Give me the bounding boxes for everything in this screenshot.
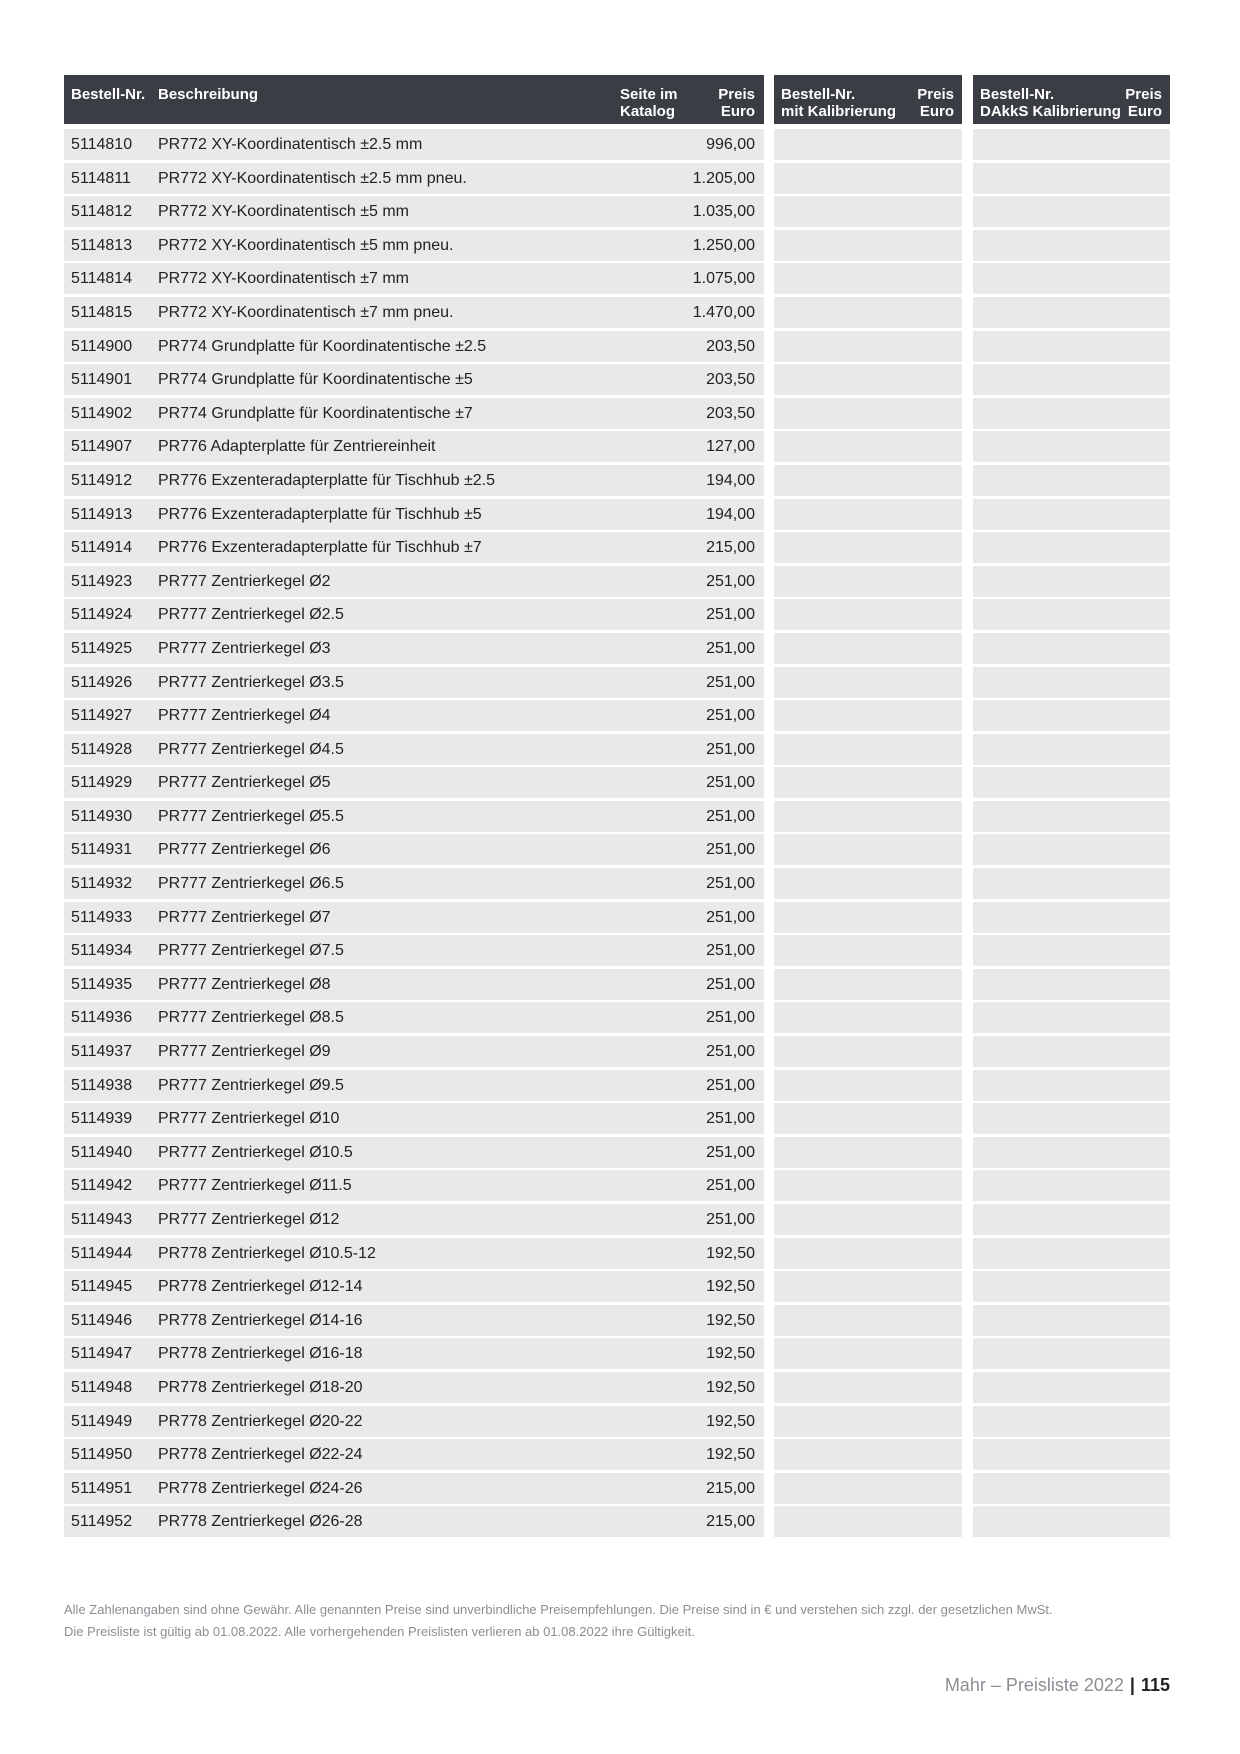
main-table-rows bbox=[64, 129, 764, 1537]
order-number: 5114907 bbox=[71, 438, 133, 456]
table-row bbox=[64, 767, 764, 798]
dakks-table-header bbox=[973, 75, 1170, 124]
dakks-row bbox=[973, 1137, 1170, 1168]
calibration-row bbox=[774, 734, 962, 765]
calibration-row bbox=[774, 566, 962, 597]
main-price-table bbox=[64, 75, 764, 1540]
item-description: PR777 Zentrierkegel Ø3 bbox=[158, 639, 331, 657]
calibration-row bbox=[774, 902, 962, 933]
order-number: 5114944 bbox=[71, 1244, 133, 1262]
table-row bbox=[64, 1238, 764, 1269]
dakks-row bbox=[973, 297, 1170, 328]
order-number: 5114925 bbox=[71, 639, 133, 657]
dakks-row bbox=[973, 1506, 1170, 1537]
calibration-row bbox=[774, 398, 962, 429]
item-description: PR777 Zentrierkegel Ø2 bbox=[158, 572, 331, 590]
table-row bbox=[64, 1070, 764, 1101]
order-number: 5114935 bbox=[71, 975, 133, 993]
item-price: 251,00 bbox=[706, 740, 755, 758]
table-row bbox=[64, 1439, 764, 1470]
table-row bbox=[64, 868, 764, 899]
table-row bbox=[64, 1271, 764, 1302]
item-price: 251,00 bbox=[706, 707, 755, 725]
calibration-row bbox=[774, 1002, 962, 1033]
item-description: PR777 Zentrierkegel Ø10.5 bbox=[158, 1143, 353, 1161]
calibration-row bbox=[774, 1305, 962, 1336]
order-number: 5114815 bbox=[71, 303, 133, 321]
table-row bbox=[64, 935, 764, 966]
order-number: 5114930 bbox=[71, 807, 133, 825]
table-row bbox=[64, 532, 764, 563]
dakks-row bbox=[973, 700, 1170, 731]
main-table-header bbox=[64, 75, 764, 124]
order-number: 5114948 bbox=[71, 1378, 133, 1396]
calibration-row bbox=[774, 1372, 962, 1403]
item-price: 192,50 bbox=[706, 1244, 755, 1262]
dakks-row bbox=[973, 196, 1170, 227]
item-price: 192,50 bbox=[706, 1446, 755, 1464]
dakks-row bbox=[973, 129, 1170, 160]
item-price: 251,00 bbox=[706, 908, 755, 926]
dakks-row bbox=[973, 1238, 1170, 1269]
table-row bbox=[64, 331, 764, 362]
item-price: 1.250,00 bbox=[692, 236, 755, 254]
calibration-row bbox=[774, 230, 962, 261]
table-row bbox=[64, 834, 764, 865]
item-price: 251,00 bbox=[706, 606, 755, 624]
order-number: 5114913 bbox=[71, 505, 133, 523]
item-description: PR777 Zentrierkegel Ø12 bbox=[158, 1211, 340, 1228]
order-number: 5114951 bbox=[71, 1479, 133, 1497]
table-row bbox=[64, 633, 764, 664]
table-row bbox=[64, 599, 764, 630]
header-bestell-nr-kalibrierung: Bestell-Nr. mit Kalibrierung bbox=[781, 86, 897, 120]
dakks-row bbox=[973, 364, 1170, 395]
footer-separator: | bbox=[1129, 1675, 1135, 1695]
calibration-row bbox=[774, 969, 962, 1000]
item-description: PR772 XY-Koordinatentisch ±7 mm bbox=[158, 270, 409, 288]
item-price: 215,00 bbox=[706, 1513, 755, 1531]
table-row bbox=[64, 667, 764, 698]
table-row bbox=[64, 1103, 764, 1134]
item-price: 1.035,00 bbox=[692, 203, 755, 221]
order-number: 5114900 bbox=[71, 337, 133, 355]
calibration-row bbox=[774, 465, 962, 496]
dakks-row bbox=[973, 465, 1170, 496]
calibration-row bbox=[774, 1271, 962, 1302]
order-number: 5114928 bbox=[71, 740, 133, 758]
calibration-row bbox=[774, 767, 962, 798]
order-number: 5114936 bbox=[71, 1009, 133, 1027]
item-description: PR774 Grundplatte für Koordinatentische ±5 bbox=[158, 371, 473, 389]
dakks-row bbox=[973, 801, 1170, 832]
dakks-row bbox=[973, 1070, 1170, 1101]
item-price: 1.205,00 bbox=[692, 169, 755, 187]
calibration-row bbox=[774, 364, 962, 395]
item-description: PR776 Adapterplatte für Zentriereinheit bbox=[158, 438, 436, 456]
price-tables bbox=[64, 75, 1170, 1536]
item-description: PR778 Zentrierkegel Ø24-26 bbox=[158, 1479, 363, 1497]
item-description: PR778 Zentrierkegel Ø14-16 bbox=[158, 1311, 363, 1329]
item-price: 251,00 bbox=[706, 975, 755, 993]
dakks-row bbox=[973, 1338, 1170, 1369]
item-description: PR777 Zentrierkegel Ø8 bbox=[158, 975, 331, 993]
item-price: 203,50 bbox=[706, 337, 755, 355]
item-description: PR777 Zentrierkegel Ø4 bbox=[158, 707, 331, 725]
footer-title: Mahr – Preisliste 2022 bbox=[944, 1675, 1124, 1695]
item-description: PR777 Zentrierkegel Ø9 bbox=[158, 1043, 331, 1061]
item-description: PR777 Zentrierkegel Ø6 bbox=[158, 841, 331, 859]
calibration-row bbox=[774, 129, 962, 160]
calibration-table-header bbox=[774, 75, 962, 124]
order-number: 5114929 bbox=[71, 774, 133, 792]
item-price: 251,00 bbox=[706, 1211, 755, 1228]
item-description: PR774 Grundplatte für Koordinatentische ±7 bbox=[158, 404, 473, 422]
calibration-row bbox=[774, 532, 962, 563]
calibration-row bbox=[774, 263, 962, 294]
table-row bbox=[64, 297, 764, 328]
dakks-row bbox=[973, 599, 1170, 630]
calibration-row bbox=[774, 1406, 962, 1437]
dakks-row bbox=[973, 767, 1170, 798]
calibration-row bbox=[774, 1439, 962, 1470]
order-number: 5114814 bbox=[71, 270, 133, 288]
calibration-row bbox=[774, 868, 962, 899]
item-description: PR772 XY-Koordinatentisch ±2.5 mm pneu. bbox=[158, 169, 467, 187]
order-number: 5114812 bbox=[71, 203, 133, 221]
order-number: 5114947 bbox=[71, 1345, 133, 1363]
order-number: 5114912 bbox=[71, 471, 133, 489]
dakks-row bbox=[973, 902, 1170, 933]
item-description: PR777 Zentrierkegel Ø6.5 bbox=[158, 875, 344, 893]
order-number: 5114950 bbox=[71, 1446, 133, 1464]
calibration-row bbox=[774, 834, 962, 865]
item-price: 192,50 bbox=[706, 1278, 755, 1296]
dakks-row bbox=[973, 1439, 1170, 1470]
calibration-table-rows bbox=[774, 129, 962, 1537]
table-row bbox=[64, 1338, 764, 1369]
item-description: PR774 Grundplatte für Koordinatentische ±2.5 bbox=[158, 337, 487, 355]
dakks-row bbox=[973, 969, 1170, 1000]
table-row bbox=[64, 801, 764, 832]
order-number: 5114934 bbox=[71, 942, 133, 960]
item-description: PR777 Zentrierkegel Ø8.5 bbox=[158, 1009, 344, 1027]
order-number: 5114946 bbox=[71, 1311, 133, 1329]
order-number: 5114942 bbox=[71, 1177, 133, 1195]
order-number: 5114939 bbox=[71, 1110, 133, 1128]
table-row bbox=[64, 1170, 764, 1201]
order-number: 5114902 bbox=[71, 404, 133, 422]
calibration-row bbox=[774, 633, 962, 664]
calibration-row bbox=[774, 1103, 962, 1134]
dakks-row bbox=[973, 1036, 1170, 1067]
item-price: 251,00 bbox=[706, 673, 755, 691]
item-price: 194,00 bbox=[706, 471, 755, 489]
calibration-row bbox=[774, 801, 962, 832]
item-price: 251,00 bbox=[706, 1043, 755, 1061]
item-description: PR772 XY-Koordinatentisch ±7 mm pneu. bbox=[158, 303, 454, 321]
item-price: 996,00 bbox=[706, 136, 755, 153]
calibration-row bbox=[774, 431, 962, 462]
header-bestell-nr: Bestell-Nr. bbox=[71, 86, 146, 103]
item-description: PR776 Exzenteradapterplatte für Tischhub ±5 bbox=[158, 505, 482, 523]
calibration-row bbox=[774, 196, 962, 227]
calibration-row bbox=[774, 1170, 962, 1201]
order-number: 5114914 bbox=[71, 539, 133, 557]
dakks-row bbox=[973, 1473, 1170, 1504]
item-description: PR772 XY-Koordinatentisch ±2.5 mm bbox=[158, 136, 423, 153]
item-price: 251,00 bbox=[706, 841, 755, 859]
table-row bbox=[64, 1036, 764, 1067]
calibration-row bbox=[774, 1473, 962, 1504]
order-number: 5114923 bbox=[71, 572, 133, 590]
item-description: PR778 Zentrierkegel Ø20-22 bbox=[158, 1412, 363, 1430]
item-price: 194,00 bbox=[706, 505, 755, 523]
table-row bbox=[64, 196, 764, 227]
footnote bbox=[64, 1599, 1164, 1643]
item-description: PR778 Zentrierkegel Ø16-18 bbox=[158, 1345, 363, 1363]
calibration-row bbox=[774, 297, 962, 328]
dakks-row bbox=[973, 1002, 1170, 1033]
item-price: 251,00 bbox=[706, 1143, 755, 1161]
dakks-row bbox=[973, 263, 1170, 294]
calibration-row bbox=[774, 667, 962, 698]
table-row bbox=[64, 499, 764, 530]
order-number: 5114945 bbox=[71, 1278, 133, 1296]
table-row bbox=[64, 1506, 764, 1537]
dakks-row bbox=[973, 1204, 1170, 1235]
item-price: 1.470,00 bbox=[692, 303, 755, 321]
table-row bbox=[64, 465, 764, 496]
calibration-row bbox=[774, 331, 962, 362]
order-number: 5114949 bbox=[71, 1412, 133, 1430]
item-description: PR777 Zentrierkegel Ø4.5 bbox=[158, 740, 344, 758]
table-row bbox=[64, 1305, 764, 1336]
dakks-row bbox=[973, 331, 1170, 362]
item-description: PR777 Zentrierkegel Ø5.5 bbox=[158, 807, 344, 825]
table-row bbox=[64, 700, 764, 731]
table-row bbox=[64, 1473, 764, 1504]
item-description: PR778 Zentrierkegel Ø10.5-12 bbox=[158, 1244, 376, 1262]
page-footer bbox=[945, 1675, 1170, 1696]
item-price: 251,00 bbox=[706, 1009, 755, 1027]
dakks-row bbox=[973, 1372, 1170, 1403]
order-number: 5114924 bbox=[71, 606, 133, 624]
item-description: PR777 Zentrierkegel Ø2.5 bbox=[158, 606, 344, 624]
order-number: 5114810 bbox=[71, 136, 133, 153]
dakks-row bbox=[973, 398, 1170, 429]
order-number: 5114932 bbox=[71, 875, 133, 893]
calibration-row bbox=[774, 1506, 962, 1537]
header-seite-im-katalog: Seite im Katalog bbox=[620, 86, 678, 120]
dakks-row bbox=[973, 633, 1170, 664]
dakks-table bbox=[973, 75, 1170, 1540]
table-row bbox=[64, 1002, 764, 1033]
calibration-row bbox=[774, 163, 962, 194]
dakks-row bbox=[973, 868, 1170, 899]
header-preis-dakks: Preis Euro bbox=[1125, 86, 1162, 120]
dakks-row bbox=[973, 1305, 1170, 1336]
item-price: 203,50 bbox=[706, 404, 755, 422]
item-price: 251,00 bbox=[706, 1177, 755, 1195]
item-price: 1.075,00 bbox=[692, 270, 755, 288]
item-description: PR778 Zentrierkegel Ø22-24 bbox=[158, 1446, 363, 1464]
item-description: PR778 Zentrierkegel Ø18-20 bbox=[158, 1378, 363, 1396]
item-description: PR777 Zentrierkegel Ø7 bbox=[158, 908, 331, 926]
table-row bbox=[64, 230, 764, 261]
dakks-row bbox=[973, 1271, 1170, 1302]
calibration-row bbox=[774, 1036, 962, 1067]
item-price: 215,00 bbox=[706, 1479, 755, 1497]
footnote-line-1: Alle Zahlenangaben sind ohne Gewähr. Alle genannten Preise sind unverbindliche Preisempfehlungen. Die Preise sind in € und verstehen sich zzgl. der gesetzlichen MwSt. bbox=[64, 1602, 1053, 1617]
header-preis-kalibrierung: Preis Euro bbox=[917, 86, 954, 120]
table-row bbox=[64, 1406, 764, 1437]
calibration-table bbox=[774, 75, 962, 1540]
item-price: 203,50 bbox=[706, 371, 755, 389]
calibration-row bbox=[774, 1204, 962, 1235]
table-row bbox=[64, 1204, 764, 1235]
calibration-row bbox=[774, 935, 962, 966]
item-description: PR772 XY-Koordinatentisch ±5 mm bbox=[158, 203, 409, 221]
dakks-table-rows bbox=[973, 129, 1170, 1537]
order-number: 5114940 bbox=[71, 1143, 133, 1161]
item-price: 192,50 bbox=[706, 1345, 755, 1363]
dakks-row bbox=[973, 834, 1170, 865]
dakks-row bbox=[973, 667, 1170, 698]
item-description: PR776 Exzenteradapterplatte für Tischhub ±2.5 bbox=[158, 471, 495, 489]
item-description: PR772 XY-Koordinatentisch ±5 mm pneu. bbox=[158, 236, 454, 254]
calibration-row bbox=[774, 1070, 962, 1101]
table-row bbox=[64, 1137, 764, 1168]
dakks-row bbox=[973, 230, 1170, 261]
dakks-row bbox=[973, 734, 1170, 765]
table-row bbox=[64, 163, 764, 194]
order-number: 5114813 bbox=[71, 236, 133, 254]
calibration-row bbox=[774, 499, 962, 530]
dakks-row bbox=[973, 532, 1170, 563]
calibration-row bbox=[774, 1338, 962, 1369]
table-row bbox=[64, 902, 764, 933]
item-description: PR777 Zentrierkegel Ø5 bbox=[158, 774, 331, 792]
dakks-row bbox=[973, 1103, 1170, 1134]
table-row bbox=[64, 129, 764, 160]
dakks-row bbox=[973, 499, 1170, 530]
order-number: 5114931 bbox=[71, 841, 133, 859]
order-number: 5114937 bbox=[71, 1043, 133, 1061]
item-price: 251,00 bbox=[706, 1076, 755, 1094]
item-price: 251,00 bbox=[706, 807, 755, 825]
item-price: 251,00 bbox=[706, 1110, 755, 1128]
calibration-row bbox=[774, 700, 962, 731]
item-price: 251,00 bbox=[706, 774, 755, 792]
table-row bbox=[64, 1372, 764, 1403]
table-row bbox=[64, 398, 764, 429]
calibration-row bbox=[774, 599, 962, 630]
item-price: 127,00 bbox=[706, 438, 755, 456]
item-description: PR778 Zentrierkegel Ø12-14 bbox=[158, 1278, 363, 1296]
dakks-row bbox=[973, 935, 1170, 966]
item-description: PR777 Zentrierkegel Ø3.5 bbox=[158, 673, 344, 691]
order-number: 5114927 bbox=[71, 707, 133, 725]
order-number: 5114952 bbox=[71, 1513, 133, 1531]
item-price: 251,00 bbox=[706, 942, 755, 960]
table-row bbox=[64, 263, 764, 294]
item-price: 251,00 bbox=[706, 572, 755, 590]
footnote-line-2: Die Preisliste ist gültig ab 01.08.2022. Alle vorhergehenden Preislisten verlieren ab 01.08.2022 ihre Gültigkeit. bbox=[64, 1624, 695, 1639]
dakks-row bbox=[973, 1406, 1170, 1437]
header-bestell-nr-dakks: Bestell-Nr. DAkkS Kalibrierung bbox=[980, 86, 1121, 120]
dakks-row bbox=[973, 566, 1170, 597]
table-row bbox=[64, 566, 764, 597]
page-number: 115 bbox=[1140, 1675, 1170, 1695]
item-price: 215,00 bbox=[706, 539, 755, 557]
item-description: PR777 Zentrierkegel Ø10 bbox=[158, 1110, 340, 1128]
header-preis-euro: Preis Euro bbox=[718, 86, 755, 120]
item-description: PR777 Zentrierkegel Ø7.5 bbox=[158, 942, 344, 960]
item-description: PR777 Zentrierkegel Ø11.5 bbox=[158, 1177, 352, 1195]
item-price: 192,50 bbox=[706, 1311, 755, 1329]
item-price: 192,50 bbox=[706, 1412, 755, 1430]
item-price: 251,00 bbox=[706, 639, 755, 657]
item-price: 251,00 bbox=[706, 875, 755, 893]
item-price: 192,50 bbox=[706, 1378, 755, 1396]
item-description: PR776 Exzenteradapterplatte für Tischhub ±7 bbox=[158, 539, 482, 557]
order-number: 5114811 bbox=[71, 169, 131, 187]
table-row bbox=[64, 734, 764, 765]
item-description: PR777 Zentrierkegel Ø9.5 bbox=[158, 1076, 344, 1094]
item-description: PR778 Zentrierkegel Ø26-28 bbox=[158, 1513, 363, 1531]
table-row bbox=[64, 431, 764, 462]
order-number: 5114943 bbox=[71, 1211, 133, 1228]
dakks-row bbox=[973, 431, 1170, 462]
dakks-row bbox=[973, 163, 1170, 194]
dakks-row bbox=[973, 1170, 1170, 1201]
order-number: 5114926 bbox=[71, 673, 133, 691]
calibration-row bbox=[774, 1137, 962, 1168]
order-number: 5114938 bbox=[71, 1076, 133, 1094]
table-row bbox=[64, 364, 764, 395]
order-number: 5114901 bbox=[71, 371, 133, 389]
table-row bbox=[64, 969, 764, 1000]
header-beschreibung: Beschreibung bbox=[158, 86, 259, 103]
order-number: 5114933 bbox=[71, 908, 133, 926]
calibration-row bbox=[774, 1238, 962, 1269]
